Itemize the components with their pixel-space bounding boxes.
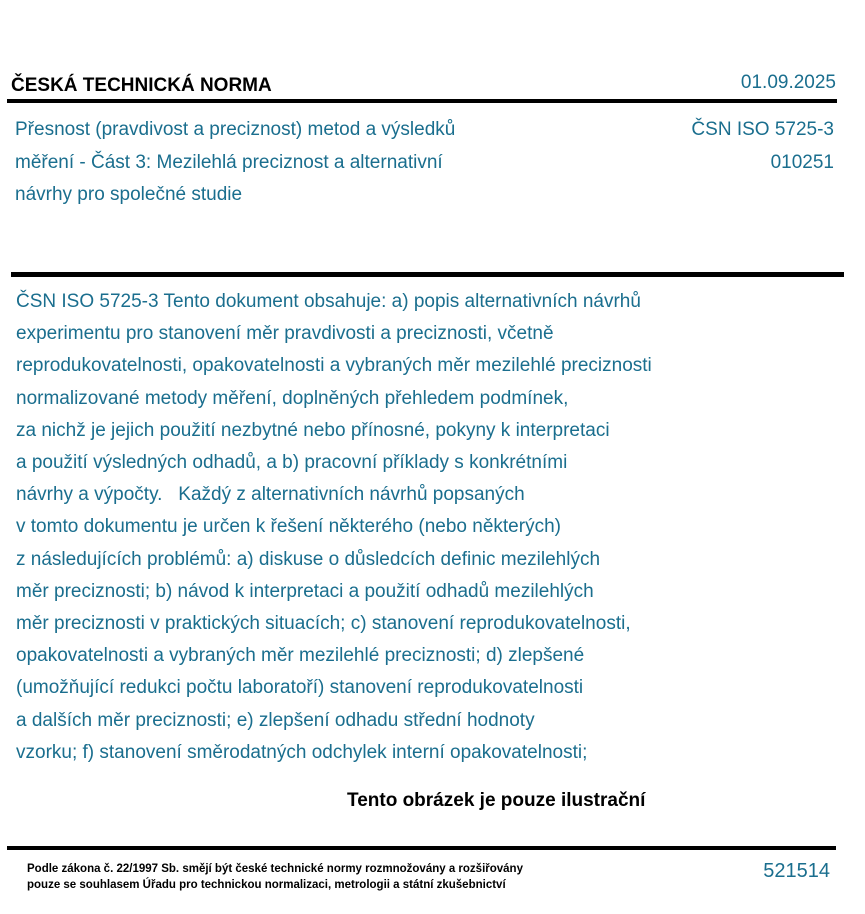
abstract-line: opakovatelnosti a vybraných měr mezilehlé preciznosti; d) zlepšené bbox=[16, 645, 585, 667]
catalog-number: 521514 bbox=[763, 860, 830, 882]
abstract-line: reprodukovatelnosti, opakovatelnosti a vybraných měr mezilehlé preciznosti bbox=[16, 355, 652, 377]
publication-date: 01.09.2025 bbox=[740, 72, 836, 93]
illustration-note: Tento obrázek je pouze ilustrační bbox=[347, 790, 646, 811]
abstract-text bbox=[16, 286, 756, 769]
abstract-line: z následujících problémů: a) diskuse o důsledcích definic mezilehlých bbox=[16, 548, 601, 570]
norm-header-title: ČESKÁ TECHNICKÁ NORMA bbox=[11, 75, 272, 96]
abstract-line: měr preciznosti v praktických situacích; c) stanovení reprodukovatelnosti, bbox=[16, 613, 631, 635]
abstract-line: ČSN ISO 5725-3 Tento dokument obsahuje: a) popis alternativních návrhů bbox=[16, 291, 641, 312]
class-code: 010251 bbox=[770, 151, 834, 173]
document-title-line: měření - Část 3: Mezilehlá preciznost a alternativní bbox=[15, 151, 443, 173]
document-codes bbox=[691, 114, 834, 179]
abstract-line: normalizované metody měření, doplněných přehledem podmínek, bbox=[16, 387, 569, 409]
middle-divider bbox=[11, 272, 844, 277]
abstract-line: experimentu pro stanovení měr pravdivosti a preciznosti, včetně bbox=[16, 323, 554, 345]
abstract-line: měr preciznosti; b) návod k interpretaci a použití odhadů mezilehlých bbox=[16, 580, 594, 602]
top-divider bbox=[7, 99, 837, 103]
abstract-line: za nichž je jejich použití nezbytné nebo přínosné, pokyny k interpretaci bbox=[16, 419, 610, 441]
abstract-line: v tomto dokumentu je určen k řešení některého (nebo některých) bbox=[16, 516, 561, 538]
legal-notice bbox=[27, 861, 523, 893]
legal-notice-line: pouze se souhlasem Úřadu pro technickou normalizaci, metrologii a státní zkušebnictví bbox=[27, 879, 506, 891]
abstract-line: návrhy a výpočty. Každý z alternativních návrhů popsaných bbox=[16, 484, 525, 506]
standard-code: ČSN ISO 5725-3 bbox=[691, 119, 834, 140]
abstract-line: a dalších měr preciznosti; e) zlepšení odhadu střední hodnoty bbox=[16, 709, 535, 731]
legal-notice-line: Podle zákona č. 22/1997 Sb. smějí být české technické normy rozmnožovány a rozšiřovány bbox=[27, 863, 523, 875]
bottom-divider bbox=[7, 846, 836, 850]
abstract-line: vzorku; f) stanovení směrodatných odchylek interní opakovatelnosti; bbox=[16, 741, 588, 763]
document-title bbox=[15, 114, 575, 212]
abstract-line: a použití výsledných odhadů, a b) pracovní příklady s konkrétními bbox=[16, 452, 568, 474]
document-title-line: návrhy pro společné studie bbox=[15, 184, 243, 205]
abstract-line: (umožňující redukci počtu laboratoří) stanovení reprodukovatelnosti bbox=[16, 677, 584, 699]
document-title-line: Přesnost (pravdivost a preciznost) metod a výsledků bbox=[15, 119, 456, 140]
